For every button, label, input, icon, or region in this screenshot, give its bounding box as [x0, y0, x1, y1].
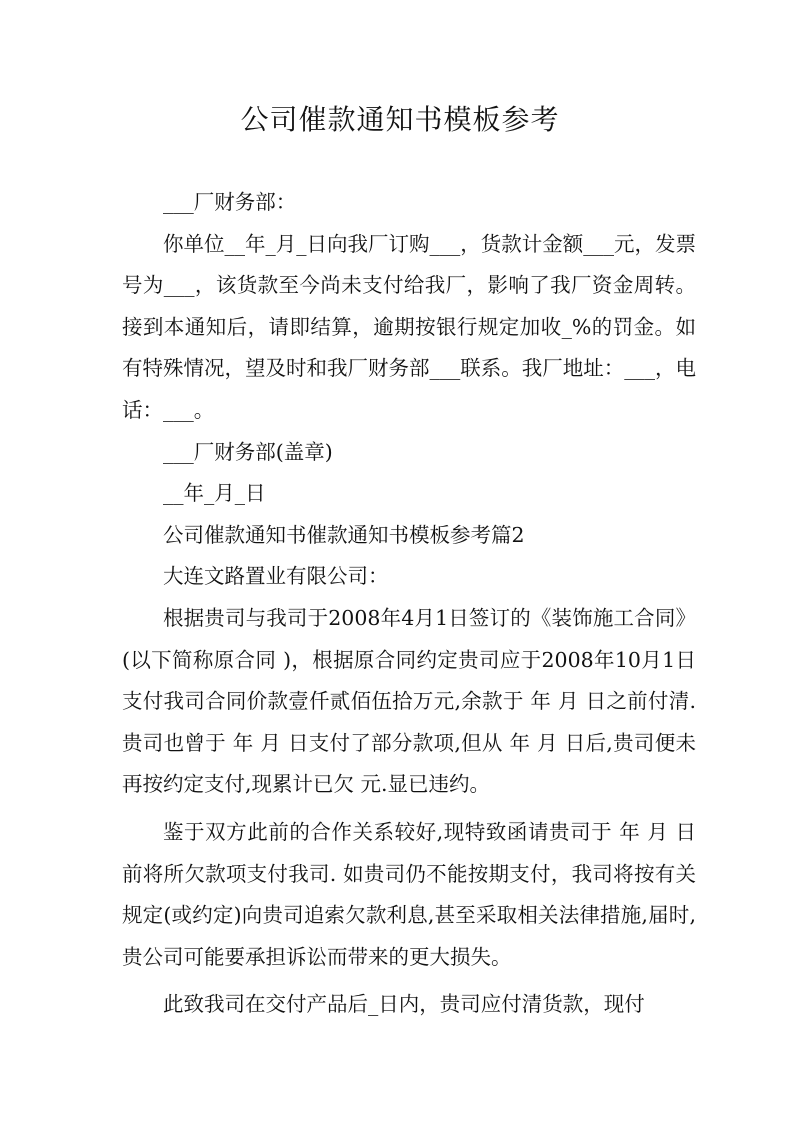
contract-paragraph: 根据贵司与我司于2008年4月1日签订的《装饰施工合同》(以下简称原合同 )，根据原合同约定贵司应于2008年10月1日支付我司合同价款壹仟贰佰伍拾万元,余款于 年 月 日之前付清.贵司也曾于 年 月 日支付了部分款项,但从 年 月 日后,贵司便未再按约定支付,现累计已欠 元.显已违约。	[122, 605, 696, 797]
notice-paragraph: 你单位__年_月_日向我厂订购___，货款计金额___元，发票号为___，该货款至今尚未支付给我厂，影响了我厂资金周转。接到本通知后，请即结算，逾期按银行规定加收_%的罚金。如有特殊情况，望及时和我厂财务部___联系。我厂地址：___，电话：___。	[122, 231, 696, 422]
date-line: __年_月_日	[163, 481, 266, 506]
signature-line: ___厂财务部(盖章)	[163, 439, 333, 464]
document-body	[122, 182, 696, 1026]
recipient-line: 大连文路置业有限公司：	[163, 564, 389, 589]
document-title: 公司催款通知书模板参考	[240, 103, 560, 136]
addressee-line: ___厂财务部：	[163, 190, 297, 214]
section-heading: 公司催款通知书催款通知书模板参考篇2	[163, 522, 525, 547]
closing-paragraph: 此致我司在交付产品后_日内，贵司应付清货款，现付	[163, 992, 645, 1017]
demand-paragraph: 鉴于双方此前的合作关系较好,现特致函请贵司于 年 月 日前将所欠款项支付我司. 如贵司仍不能按期支付，我司将按有关规定(或约定)向贵司追索欠款利息,甚至采取相关法律措施,届时,贵公司可能要承担诉讼而带来的更大损失。	[122, 819, 696, 969]
